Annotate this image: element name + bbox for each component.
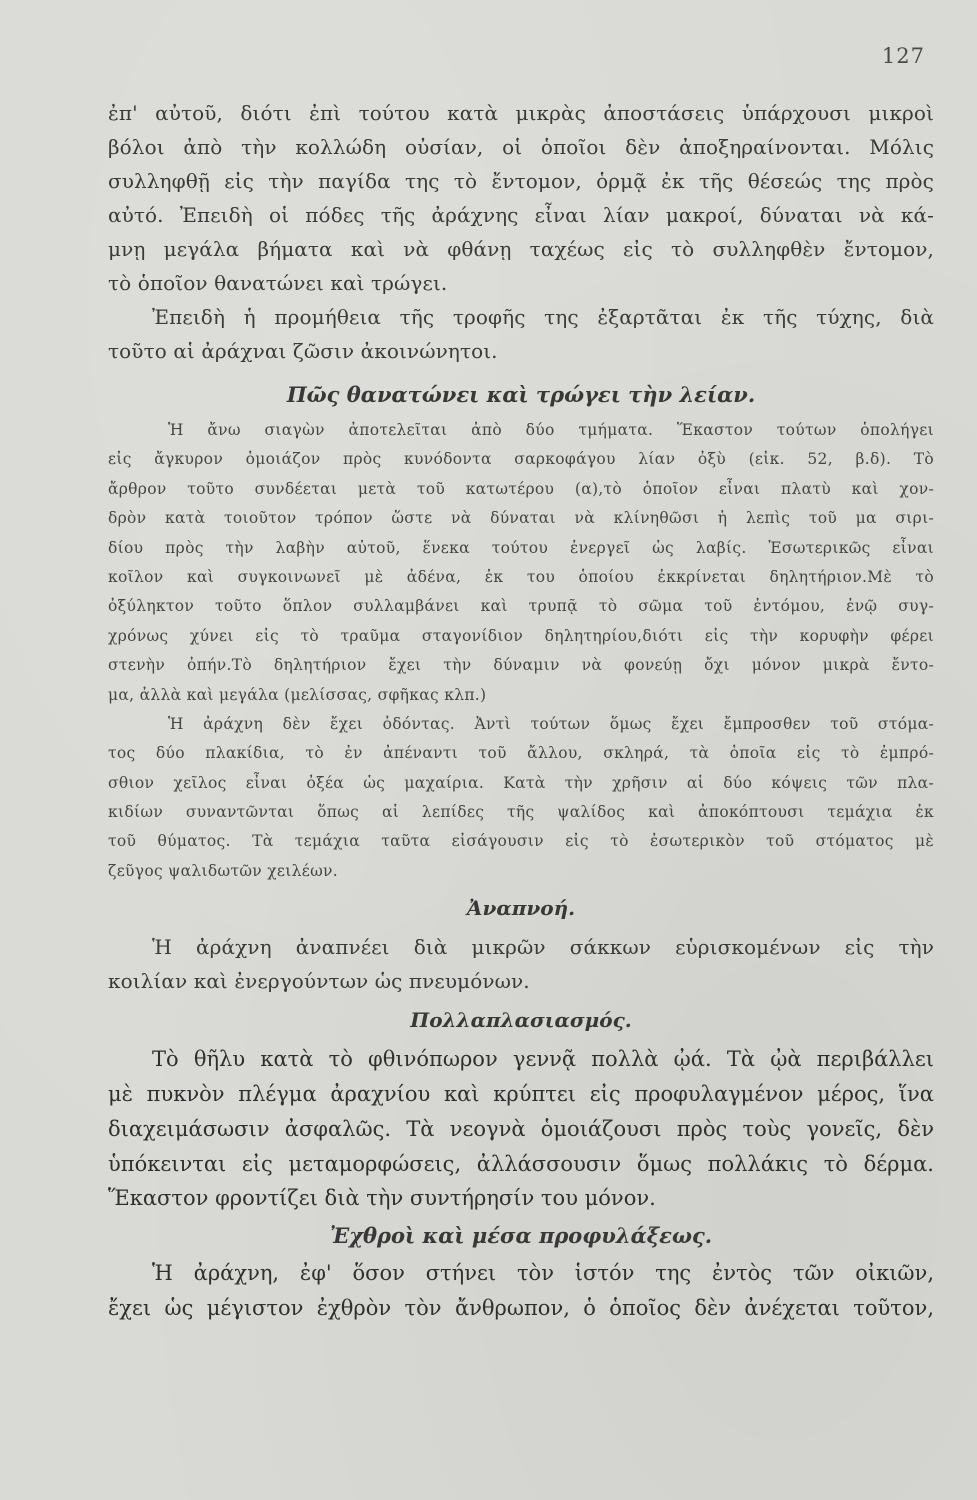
- text-line: κοιλίαν καὶ ἐνεργούντων ὡς πνευμόνων.: [108, 969, 530, 994]
- text-line: συλληφθῇ εἰς τὴν παγίδα της τὸ ἔντομον, ὁρμᾷ ἐκ τῆς θέσεώς της πρὸς: [108, 169, 934, 193]
- text-line: Ἡ ἀράχνη ἀναπνέει διὰ μικρῶν σάκκων εὑρισκομένων εἰς τὴν: [152, 935, 934, 960]
- text-line: κιδίων συναντῶνται ὅπως αἱ λεπίδες τῆς ψαλίδος καὶ ἀποκόπτουσι τεμάχια ἐκ: [108, 803, 934, 822]
- text-line: ζεῦγος ψαλιδωτῶν χειλέων.: [108, 861, 338, 880]
- text-line: Τὸ θῆλυ κατὰ τὸ φθινόπωρον γεννᾷ πολλὰ ᾠά. Τὰ ᾠὰ περιβάλλει: [152, 1047, 934, 1072]
- paragraph-web-trap: [108, 96, 934, 300]
- text-line: κοῖλον καὶ συγκοινωνεῖ μὲ ἀδένα, ἐκ του ὁποίου ἐκκρίνεται δηλητήριον.Μὲ τὸ: [108, 567, 934, 586]
- paragraph-teeth: [108, 710, 934, 886]
- text-line: Ἕκαστον φροντίζει διὰ τὴν συντήρησίν του μόνον.: [108, 1186, 656, 1211]
- text-line: σθιον χεῖλος εἶναι ὀξέα ὡς μαχαίρια. Κατὰ τὴν χρῆσιν αἱ δύο κόψεις τῶν πλα-: [108, 773, 934, 792]
- text-line: δίου πρὸς τὴν λαβὴν αὐτοῦ, ἕνεκα τούτου ἐνεργεῖ ὡς λαβίς. Ἐσωτερικῶς εἶναι: [108, 538, 934, 557]
- paragraph-jaws: [108, 416, 934, 710]
- text-line: ἔχει ὡς μέγιστον ἐχθρὸν τὸν ἄνθρωπον, ὁ ὁποῖος δὲν ἀνέχεται τοῦτον,: [108, 1296, 934, 1321]
- text-line: Ἡ ἀράχνη, ἐφ' ὅσον στήνει τὸν ἱστόν της ἐντὸς τῶν οἰκιῶν,: [152, 1261, 934, 1286]
- text-line: μὲ πυκνὸν πλέγμα ἀραχνίου καὶ κρύπτει εἰς προφυλαγμένον μέρος, ἵνα: [108, 1082, 934, 1107]
- text-line: Ἐπειδὴ ἡ προμήθεια τῆς τροφῆς της ἐξαρτᾶται ἐκ τῆς τύχης, διὰ: [152, 305, 934, 329]
- text-line: τοῦτο αἱ ἀράχναι ζῶσιν ἀκοινώνητοι.: [108, 339, 498, 363]
- text-line: στενὴν ὀπήν.Τὸ δηλητήριον ἔχει τὴν δύναμιν νὰ φονεύῃ ὄχι μόνον μικρὰ ἔντο-: [108, 656, 934, 675]
- text-line: διαχειμάσωσιν ἀσφαλῶς. Τὰ νεογνὰ ὁμοιάζουσι πρὸς τοὺς γονεῖς, δὲν: [108, 1116, 934, 1141]
- text-line: Ἡ ἀράχνη δὲν ἔχει ὀδόντας. Ἀντὶ τούτων ὅμως ἔχει ἔμπροσθεν τοῦ στόμα-: [168, 714, 934, 733]
- text-line: ἐπ' αὐτοῦ, διότι ἐπὶ τούτου κατὰ μικρὰς ἀποστάσεις ὑπάρχουσι μικροὶ: [108, 101, 934, 125]
- text-line: Ἡ ἄνω σιαγὼν ἀποτελεῖται ἀπὸ δύο τμήματα. Ἕκαστον τούτων ὁπολήγει: [168, 421, 934, 439]
- text-line: χρόνως χύνει εἰς τὸ τραῦμα σταγονίδιον δηλητηρίου,διότι εἰς τὴν κορυφὴν φέρει: [108, 626, 934, 645]
- text-line: ἄρθρον τοῦτο συνδέεται μετὰ τοῦ κατωτέρου (α),τὸ ὁποῖον εἶναι πλατὺ καὶ χον-: [108, 479, 934, 498]
- paragraph-enemies: [108, 1256, 934, 1326]
- text-line: μνῃ μεγάλα βήματα καὶ νὰ φθάνῃ ταχέως εἰς τὸ συλληφθὲν ἔντομον,: [108, 237, 934, 261]
- section-heading: Πολλαπλασιασμός.: [410, 1008, 632, 1033]
- paragraph-reproduction: [108, 1042, 934, 1216]
- text-line: τὸ ὁποῖον θανατώνει καὶ τρώγει.: [108, 271, 448, 295]
- paragraph-breathing: [108, 930, 934, 998]
- text-line: μα, ἀλλὰ καὶ μεγάλα (μελίσσας, σφῆκας κλπ.): [108, 685, 487, 704]
- text-line: τος δύο πλακίδια, τὸ ἐν ἀπέναντι τοῦ ἄλλου, σκληρά, τὰ ὁποῖα εἰς τὸ ἐμπρό-: [108, 744, 934, 763]
- paragraph-solitary: [108, 300, 934, 368]
- section-heading: Ἐχθροὶ καὶ μέσα προφυλάξεως.: [329, 1223, 713, 1249]
- section-heading: Ἀναπνοή.: [466, 896, 576, 921]
- text-line: δρὸν κατὰ τοιοῦτον τρόπον ὥστε νὰ δύναται νὰ κλίνηθῶσι ἡ λεπὶς τοῦ μα σιρι-: [108, 509, 934, 528]
- text-line: αὐτό. Ἐπειδὴ οἱ πόδες τῆς ἀράχνης εἶναι λίαν μακροί, δύναται νὰ κά-: [108, 203, 934, 227]
- page-text: [108, 96, 934, 1326]
- page-number: 127: [881, 44, 925, 68]
- text-line: εἰς ἄγκυρον ὁμοιάζον πρὸς κυνόδοντα σαρκοφάγου λίαν ὀξὺ (εἰκ. 52, β.δ). Τὸ: [108, 450, 934, 469]
- text-line: τοῦ θύματος. Τὰ τεμάχια ταῦτα εἰσάγουσιν εἰς τὸ ἐσωτερικὸν τοῦ στόματος μὲ: [108, 832, 934, 851]
- text-line: ὑπόκεινται εἰς μεταμορφώσεις, ἀλλάσσουσιν ὅμως πολλάκις τὸ δέρμα.: [108, 1151, 934, 1176]
- section-heading: Πῶς θανατώνει καὶ τρώγει τὴν λείαν.: [286, 382, 756, 407]
- text-line: ὀξύληκτον τοῦτο ὅπλον συλλαμβάνει καὶ τρυπᾷ τὸ σῶμα τοῦ ἐντόμου, ἐνῷ συγ-: [108, 597, 934, 616]
- text-line: βόλοι ἀπὸ τὴν κολλώδη οὐσίαν, οἱ ὁποῖοι δὲν ἀποξηραίνονται. Μόλις: [108, 135, 934, 159]
